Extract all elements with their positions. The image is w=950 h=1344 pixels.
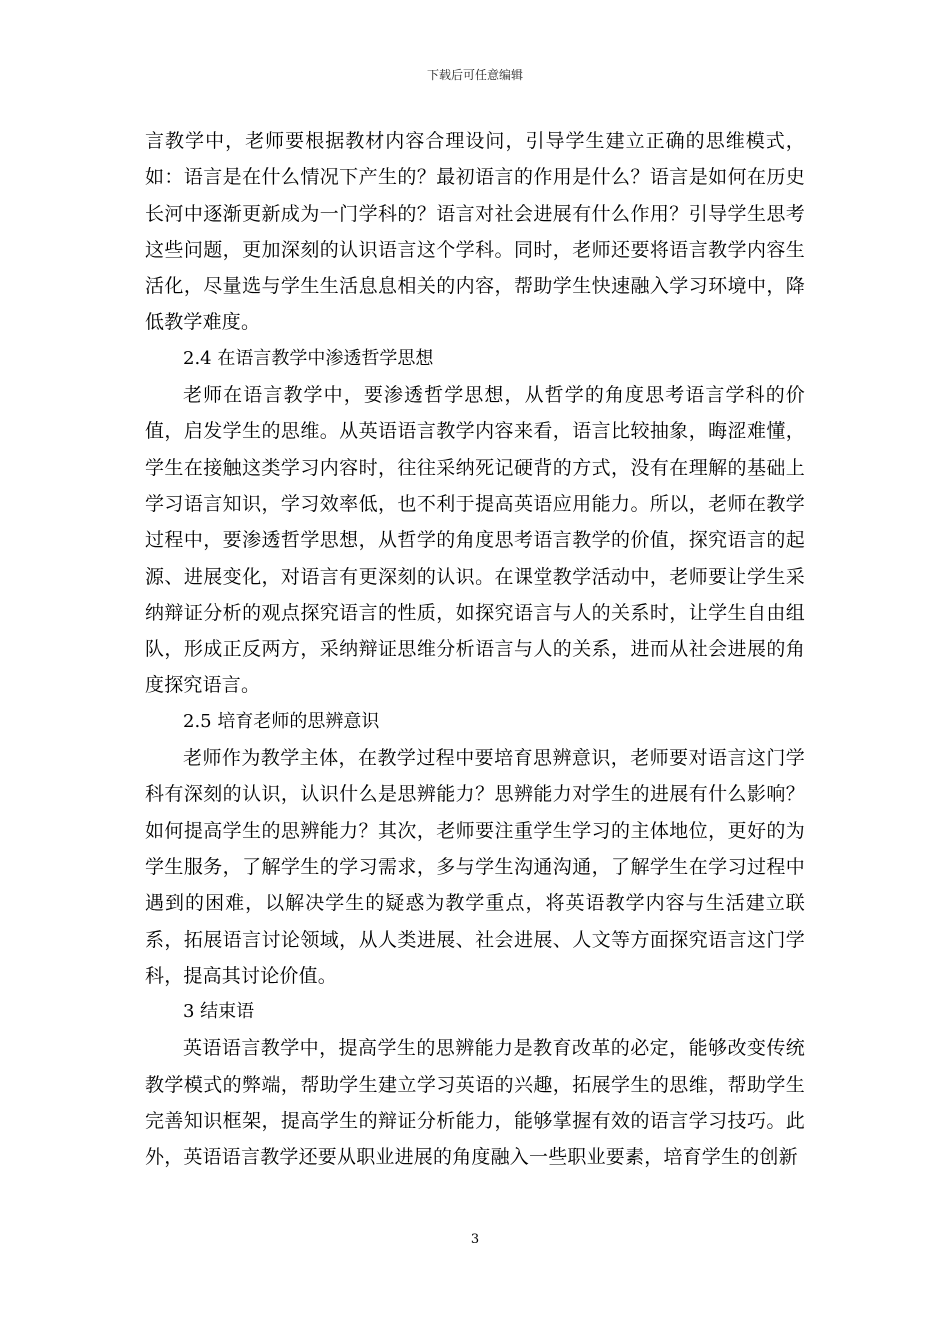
paragraph-teacher-awareness: 老师作为教学主体，在教学过程中要培育思辨意识，老师要对语言这门学科有深刻的认识，认识什么是思辨能力？思辨能力对学生的进展有什么影响？如何提高学生的思辨能力？其次，老师要注重学生学习的主体地位，更好的为学生服务，了解学生的学习需求，多与学生沟通沟通，了解学生在学习过程中遇到的困难，以解决学生的疑惑为教学重点，将英语教学内容与生活建立联系，拓展语言讨论领域，从人类进展、社会进展、人文等方面探究语言这门学科，提高其讨论价值。: [145, 747, 805, 987]
page-number: 3: [470, 1232, 480, 1247]
section-heading-2-4: 2.4 在语言教学中渗透哲学思想: [183, 347, 434, 369]
document-body: [145, 123, 805, 1176]
page-header: 下载后可任意编辑: [426, 68, 523, 82]
section-heading-3: 3 结束语: [183, 1001, 255, 1023]
paragraph-continued: 言教学中，老师要根据教材内容合理设问，引导学生建立正确的思维模式，如：语言是在什么情况下产生的？最初语言的作用是什么？语言是如何在历史长河中逐渐更新成为一门学科的？语言对社会进展有什么作用？引导学生思考这些问题，更加深刻的认识语言这个学科。同时，老师还要将语言教学内容生活化，尽量选与学生生活息息相关的内容，帮助学生快速融入学习环境中，降低教学难度。: [145, 130, 805, 334]
section-heading-2-5: 2.5 培育老师的思辨意识: [183, 710, 380, 732]
paragraph-philosophy: 老师在语言教学中，要渗透哲学思想，从哲学的角度思考语言学科的价值，启发学生的思维。从英语语言教学内容来看，语言比较抽象，晦涩难懂，学生在接触这类学习内容时，往往采纳死记硬背的方式，没有在理解的基础上学习语言知识，学习效率低，也不利于提高英语应用能力。所以，老师在教学过程中，要渗透哲学思想，从哲学的角度思考语言教学的价值，探究语言的起源、进展变化，对语言有更深刻的认识。在课堂教学活动中，老师要让学生采纳辩证分析的观点探究语言的性质，如探究语言与人的关系时，让学生自由组队，形成正反两方，采纳辩证思维分析语言与人的关系，进而从社会进展的角度探究语言。: [145, 384, 805, 697]
paragraph-conclusion: 英语语言教学中，提高学生的思辨能力是教育改革的必定，能够改变传统教学模式的弊端，帮助学生建立学习英语的兴趣，拓展学生的思维，帮助学生完善知识框架，提高学生的辩证分析能力，能够掌握有效的语言学习技巧。此外，英语语言教学还要从职业进展的角度融入一些职业要素，培育学生的创新: [145, 1037, 805, 1169]
